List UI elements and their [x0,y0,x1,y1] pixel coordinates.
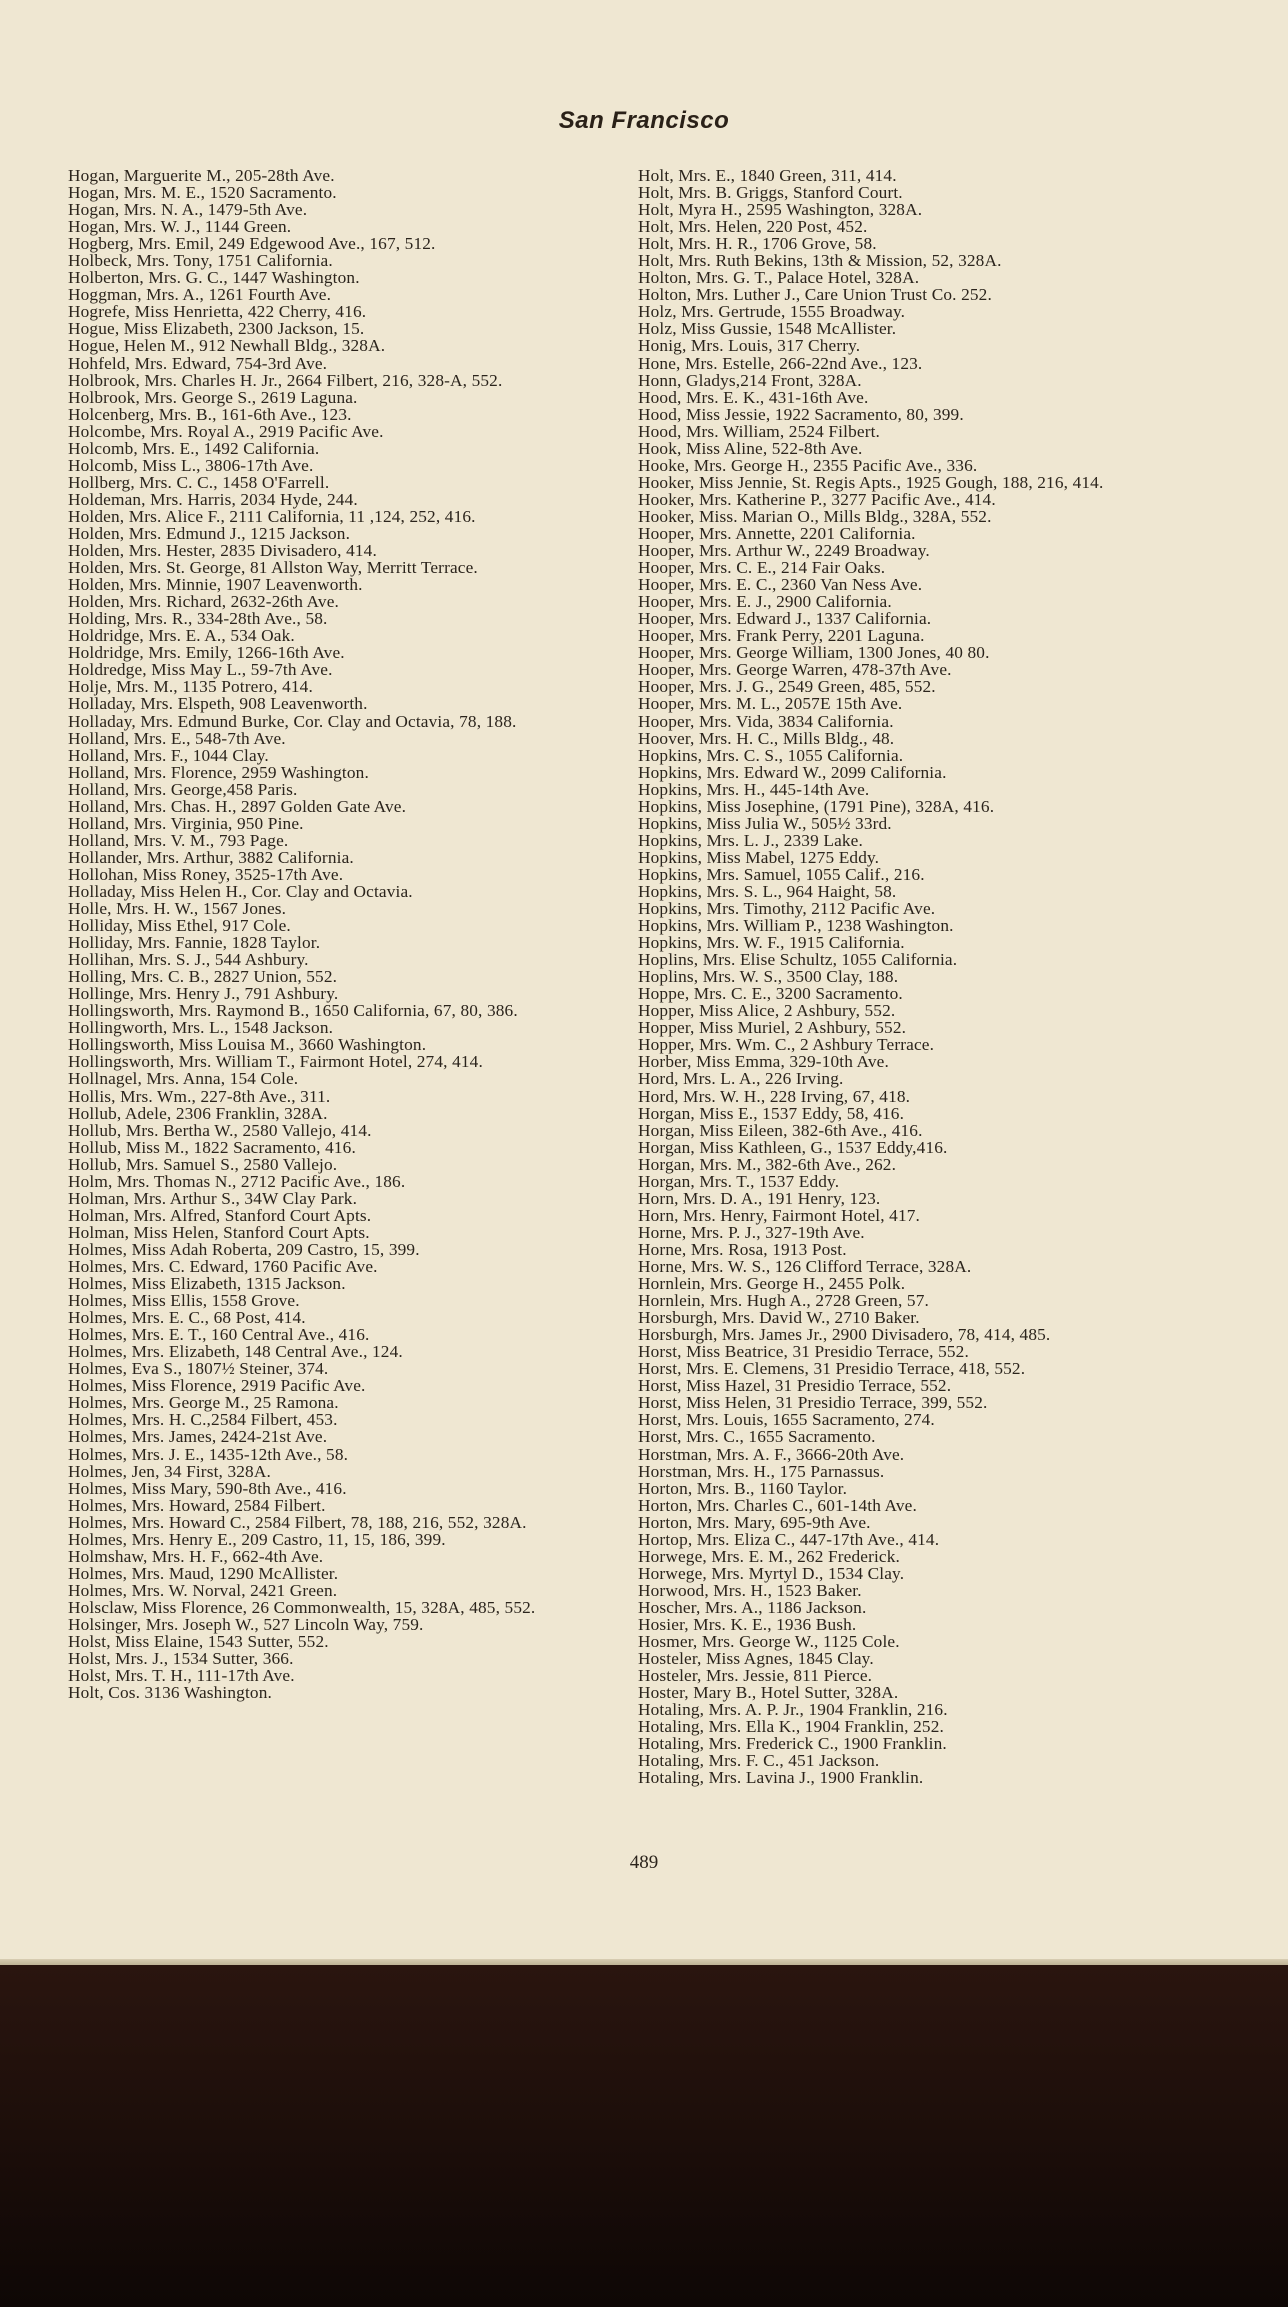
directory-entry: Hollub, Mrs. Bertha W., 2580 Vallejo, 414. [68,1120,372,1140]
directory-entry: Hooper, Mrs. J. G., 2549 Green, 485, 552. [638,677,936,697]
directory-entry: Hogue, Helen M., 912 Newhall Bldg., 328A. [68,336,386,356]
directory-entry: Holmes, Mrs. George M., 25 Ramona. [68,1393,339,1413]
directory-entry: Holling, Mrs. C. B., 2827 Union, 552. [68,967,338,987]
page-number: 489 [629,1852,659,1873]
directory-entry: Horn, Mrs. D. A., 191 Henry, 123. [638,1188,881,1208]
directory-entry: Hopkins, Miss Julia W., 505½ 33rd. [638,813,892,833]
directory-entry: Holdridge, Mrs. E. A., 534 Oak. [68,626,295,646]
directory-entry: Hotaling, Mrs. F. C., 451 Jackson. [638,1751,880,1771]
directory-entry: Holland, Mrs. Virginia, 950 Pine. [68,813,304,833]
directory-entry: Holmes, Mrs. Maud, 1290 McAllister. [68,1563,339,1583]
directory-entry: Hogue, Miss Elizabeth, 2300 Jackson, 15. [68,319,365,339]
directory-entry: Holz, Mrs. Gertrude, 1555 Broadway. [638,302,906,322]
left-column [68,167,608,1701]
directory-entry: Holmes, Miss Mary, 590-8th Ave., 416. [68,1478,347,1498]
directory-entry: Hollub, Adele, 2306 Franklin, 328A. [68,1103,328,1123]
directory-entry: Hoplins, Mrs. Elise Schultz, 1055 California. [638,950,958,970]
directory-entry: Hooper, Mrs. George Warren, 478-37th Ave. [638,660,952,680]
directory-entry: Holliday, Miss Ethel, 917 Cole. [68,916,291,936]
directory-entry: Horwood, Mrs. H., 1523 Baker. [638,1580,862,1600]
directory-entry: Holliday, Mrs. Fannie, 1828 Taylor. [68,933,321,953]
directory-entry: Hotaling, Mrs. Frederick C., 1900 Franklin. [638,1734,947,1754]
directory-entry: Holcomb, Miss L., 3806-17th Ave. [68,455,314,475]
right-column [638,167,1178,1786]
directory-entry: Hogan, Marguerite M., 205-28th Ave. [68,166,335,185]
directory-entry: Hollander, Mrs. Arthur, 3882 California. [68,847,354,867]
directory-entry: Hotaling, Mrs. A. P. Jr., 1904 Franklin, 216. [638,1700,948,1720]
directory-entry: Holton, Mrs. G. T., Palace Hotel, 328A. [638,268,920,288]
directory-entry: Holden, Mrs. Edmund J., 1215 Jackson. [68,523,351,543]
directory-entry: Horst, Mrs. Louis, 1655 Sacramento, 274. [638,1410,935,1430]
directory-entry: Holmes, Miss Adah Roberta, 209 Castro, 15, 399. [68,1239,420,1259]
directory-entry: Holbrook, Mrs. George S., 2619 Laguna. [68,387,358,407]
directory-entry: Holmes, Mrs. C. Edward, 1760 Pacific Ave. [68,1257,378,1276]
directory-entry: Horst, Miss Beatrice, 31 Presidio Terrace, 552. [638,1342,969,1362]
directory-entry: Horgan, Miss E., 1537 Eddy, 58, 416. [638,1103,905,1123]
directory-entry: Holt, Mrs. B. Griggs, Stanford Court. [638,183,903,203]
directory-entry: Holmes, Mrs. Howard, 2584 Filbert. [68,1495,326,1515]
directory-entry: Holbrook, Mrs. Charles H. Jr., 2664 Filbert, 216, 328-A, 552. [68,370,503,390]
directory-entry: Hollis, Mrs. Wm., 227-8th Ave., 311. [68,1086,331,1106]
directory-entry: Honig, Mrs. Louis, 317 Cherry. [638,336,861,356]
directory-entry: Holmes, Mrs. Henry E., 209 Castro, 11, 15, 186, 399. [68,1529,446,1549]
directory-entry: Holdridge, Mrs. Emily, 1266-16th Ave. [68,643,345,663]
directory-entry: Horn, Mrs. Henry, Fairmont Hotel, 417. [638,1205,921,1225]
directory-entry: Holt, Mrs. Helen, 220 Post, 452. [638,217,868,237]
directory-entry: Hood, Mrs. E. K., 431-16th Ave. [638,387,869,407]
directory-entry: Hord, Mrs. W. H., 228 Irving, 67, 418. [638,1086,911,1106]
directory-entry: Holmes, Mrs. Howard C., 2584 Filbert, 78, 188, 216, 552, 328A. [68,1512,527,1532]
directory-entry: Hone, Mrs. Estelle, 266-22nd Ave., 123. [638,353,923,373]
directory-entry: Hooper, Mrs. C. E., 214 Fair Oaks. [638,558,886,578]
directory-entry: Horstman, Mrs. A. F., 3666-20th Ave. [638,1444,905,1464]
directory-entry: Holst, Mrs. T. H., 111-17th Ave. [68,1666,295,1686]
directory-entry: Hopkins, Mrs. William P., 1238 Washington. [638,916,954,936]
directory-entry: Hooper, Mrs. Vida, 3834 California. [638,711,894,731]
directory-entry: Horsburgh, Mrs. James Jr., 2900 Divisadero, 78, 414, 485. [638,1325,1051,1345]
directory-entry: Hollingsworth, Mrs. Raymond B., 1650 California, 67, 80, 386. [68,1001,518,1021]
directory-entry: Holland, Mrs. E., 548-7th Ave. [68,728,286,748]
directory-entry: Hooper, Mrs. E. C., 2360 Van Ness Ave. [638,575,923,595]
directory-entry: Horber, Miss Emma, 329-10th Ave. [638,1052,889,1072]
directory-entry: Holcenberg, Mrs. B., 161-6th Ave., 123. [68,404,352,424]
directory-entry: Hopper, Miss Alice, 2 Ashbury, 552. [638,1001,896,1021]
directory-entry: Honn, Gladys,214 Front, 328A. [638,370,862,390]
directory-entry: Hooper, Mrs. Frank Perry, 2201 Laguna. [638,626,925,646]
directory-entry: Holland, Mrs. F., 1044 Clay. [68,745,269,765]
directory-entry: Holcombe, Mrs. Royal A., 2919 Pacific Ave. [68,421,384,441]
directory-entry: Horst, Miss Hazel, 31 Presidio Terrace, 552. [638,1376,952,1396]
directory-entry: Horgan, Miss Eileen, 382-6th Ave., 416. [638,1120,923,1140]
directory-entry: Hollnagel, Mrs. Anna, 154 Cole. [68,1069,299,1089]
directory-entry: Hogan, Mrs. M. E., 1520 Sacramento. [68,183,337,203]
directory-entry: Hosier, Mrs. K. E., 1936 Bush. [638,1614,857,1634]
directory-entry: Horst, Mrs. E. Clemens, 31 Presidio Terrace, 418, 552. [638,1359,1026,1379]
directory-entry: Hook, Miss Aline, 522-8th Ave. [638,438,863,458]
directory-entry: Holt, Mrs. E., 1840 Green, 311, 414. [638,166,897,185]
directory-entry: Hollingsworth, Miss Louisa M., 3660 Washington. [68,1035,427,1055]
directory-entry: Holdredge, Miss May L., 59-7th Ave. [68,660,333,680]
directory-entry: Hopkins, Mrs. S. L., 964 Haight, 58. [638,881,897,901]
directory-entry: Holman, Mrs. Alfred, Stanford Court Apts. [68,1205,372,1225]
directory-entry: Horwege, Mrs. Myrtyl D., 1534 Clay. [638,1563,905,1583]
directory-entry: Hooker, Miss Jennie, St. Regis Apts., 1925 Gough, 188, 216, 414. [638,472,1104,492]
directory-entry: Hosteler, Miss Agnes, 1845 Clay. [638,1649,874,1669]
directory-entry: Hopkins, Mrs. H., 445-14th Ave. [638,779,870,799]
directory-entry: Hogan, Mrs. N. A., 1479-5th Ave. [68,200,308,220]
directory-entry: Holmes, Mrs. Elizabeth, 148 Central Ave., 124. [68,1342,403,1362]
directory-entry: Hopkins, Mrs. Timothy, 2112 Pacific Ave. [638,899,936,919]
directory-entry: Hooper, Mrs. Arthur W., 2249 Broadway. [638,541,930,561]
directory-entry: Hogan, Mrs. W. J., 1144 Green. [68,217,292,237]
directory-entry: Hooper, Mrs. E. J., 2900 California. [638,592,892,612]
directory-entry: Hollberg, Mrs. C. C., 1458 O'Farrell. [68,472,330,492]
directory-entry: Horton, Mrs. Charles C., 601-14th Ave. [638,1495,917,1515]
directory-entry: Hollohan, Miss Roney, 3525-17th Ave. [68,864,344,884]
directory-entry: Hoppe, Mrs. C. E., 3200 Sacramento. [638,984,903,1004]
directory-entry: Holland, Mrs. V. M., 793 Page. [68,830,289,850]
directory-entry: Holland, Mrs. Florence, 2959 Washington. [68,762,369,782]
directory-entry: Hopkins, Mrs. C. S., 1055 California. [638,745,904,765]
directory-entry: Hoster, Mary B., Hotel Sutter, 328A. [638,1683,899,1703]
directory-entry: Hollingsworth, Mrs. William T., Fairmont Hotel, 274, 414. [68,1052,483,1072]
directory-entry: Hood, Miss Jessie, 1922 Sacramento, 80, 399. [638,404,964,424]
directory-entry: Hosmer, Mrs. George W., 1125 Cole. [638,1632,900,1652]
directory-entry: Hooker, Mrs. Katherine P., 3277 Pacific Ave., 414. [638,489,996,509]
directory-entry: Holden, Mrs. Richard, 2632-26th Ave. [68,592,339,612]
directory-entry: Holmes, Miss Ellis, 1558 Grove. [68,1291,300,1311]
directory-entry: Holladay, Miss Helen H., Cor. Clay and Octavia. [68,881,413,901]
directory-entry: Hollinge, Mrs. Henry J., 791 Ashbury. [68,984,339,1004]
directory-entry: Horgan, Mrs. M., 382-6th Ave., 262. [638,1154,897,1174]
directory-entry: Holdeman, Mrs. Harris, 2034 Hyde, 244. [68,489,358,509]
directory-entry: Horst, Miss Helen, 31 Presidio Terrace, 399, 552. [638,1393,988,1413]
directory-entry: Holmes, Miss Florence, 2919 Pacific Ave. [68,1376,366,1396]
directory-entry: Hopper, Miss Muriel, 2 Ashbury, 552. [638,1018,907,1038]
directory-entry: Hooper, Mrs. Edward J., 1337 California. [638,609,932,629]
directory-entry: Holden, Mrs. St. George, 81 Allston Way, Merritt Terrace. [68,558,478,578]
directory-entry: Holden, Mrs. Hester, 2835 Divisadero, 414. [68,541,377,561]
directory-entry: Hoplins, Mrs. W. S., 3500 Clay, 188. [638,967,899,987]
directory-entry: Hopkins, Mrs. Samuel, 1055 Calif., 216. [638,864,925,884]
directory-entry: Holmes, Mrs. E. C., 68 Post, 414. [68,1308,306,1328]
directory-entry: Horne, Mrs. P. J., 327-19th Ave. [638,1222,865,1242]
directory-entry: Hoscher, Mrs. A., 1186 Jackson. [638,1597,867,1617]
directory-entry: Holsclaw, Miss Florence, 26 Commonwealth, 15, 328A, 485, 552. [68,1597,536,1617]
directory-entry: Holsinger, Mrs. Joseph W., 527 Lincoln Way, 759. [68,1614,424,1634]
directory-entry: Holland, Mrs. Chas. H., 2897 Golden Gate Ave. [68,796,407,816]
directory-entry: Holt, Mrs. H. R., 1706 Grove, 58. [638,234,877,254]
directory-entry: Hotaling, Mrs. Lavina J., 1900 Franklin. [638,1768,924,1788]
page-title: San Francisco [558,107,730,134]
directory-entry: Hooke, Mrs. George H., 2355 Pacific Ave., 336. [638,455,978,475]
directory-entry: Holmes, Eva S., 1807½ Steiner, 374. [68,1359,329,1379]
directory-entry: Holmes, Mrs. W. Norval, 2421 Green. [68,1580,338,1600]
directory-entry: Hollub, Miss M., 1822 Sacramento, 416. [68,1137,356,1157]
directory-entry: Holladay, Mrs. Edmund Burke, Cor. Clay and Octavia, 78, 188. [68,711,517,731]
directory-entry: Hortop, Mrs. Eliza C., 447-17th Ave., 414. [638,1529,940,1549]
directory-entry: Holbeck, Mrs. Tony, 1751 California. [68,251,333,271]
directory-entry: Hopkins, Miss Josephine, (1791 Pine), 328A, 416. [638,796,995,816]
directory-entry: Holz, Miss Gussie, 1548 McAllister. [638,319,897,339]
directory-entry: Hopkins, Mrs. W. F., 1915 California. [638,933,905,953]
directory-entry: Holmes, Mrs. H. C.,2584 Filbert, 453. [68,1410,338,1430]
directory-entry: Horton, Mrs. B., 1160 Taylor. [638,1478,848,1498]
directory-entry: Horstman, Mrs. H., 175 Parnassus. [638,1461,885,1481]
directory-entry: Hoggman, Mrs. A., 1261 Fourth Ave. [68,285,332,305]
directory-entry: Hollihan, Mrs. S. J., 544 Ashbury. [68,950,309,970]
directory-entry: Holding, Mrs. R., 334-28th Ave., 58. [68,609,328,629]
directory-entry: Hogrefe, Miss Henrietta, 422 Cherry, 416. [68,302,367,322]
directory-entry: Horgan, Miss Kathleen, G., 1537 Eddy,416. [638,1137,948,1157]
directory-entry: Holmshaw, Mrs. H. F., 662-4th Ave. [68,1546,324,1566]
directory-entry: Hohfeld, Mrs. Edward, 754-3rd Ave. [68,353,328,373]
directory-entry: Holst, Mrs. J., 1534 Sutter, 366. [68,1649,294,1669]
directory-entry: Holm, Mrs. Thomas N., 2712 Pacific Ave., 186. [68,1171,406,1191]
directory-entry: Holcomb, Mrs. E., 1492 California. [68,438,320,458]
directory-entry: Hotaling, Mrs. Ella K., 1904 Franklin, 252. [638,1717,944,1737]
directory-entry: Holmes, Mrs. James, 2424-21st Ave. [68,1427,328,1447]
directory-entry: Holmes, Miss Elizabeth, 1315 Jackson. [68,1274,346,1294]
directory-entry: Hollub, Mrs. Samuel S., 2580 Vallejo. [68,1154,338,1174]
directory-entry: Hopkins, Mrs. L. J., 2339 Lake. [638,830,863,850]
directory-entry: Hogberg, Mrs. Emil, 249 Edgewood Ave., 167, 512. [68,234,436,254]
directory-entry: Hord, Mrs. L. A., 226 Irving. [638,1069,844,1089]
directory-entry: Holle, Mrs. H. W., 1567 Jones. [68,899,287,919]
directory-entry: Hollingworth, Mrs. L., 1548 Jackson. [68,1018,334,1038]
directory-entry: Holman, Mrs. Arthur S., 34W Clay Park. [68,1188,358,1208]
directory-entry: Horwege, Mrs. E. M., 262 Frederick. [638,1546,901,1566]
directory-entry: Holden, Mrs. Alice F., 2111 California, 11 ,124, 252, 416. [68,506,476,526]
directory-entry: Horsburgh, Mrs. David W., 2710 Baker. [638,1308,920,1328]
directory-entry: Holland, Mrs. George,458 Paris. [68,779,298,799]
directory-entry: Hooker, Miss. Marian O., Mills Bldg., 328A, 552. [638,506,992,526]
directory-entry: Holberton, Mrs. G. C., 1447 Washington. [68,268,360,288]
directory-entry: Holst, Miss Elaine, 1543 Sutter, 552. [68,1632,329,1652]
directory-entry: Holman, Miss Helen, Stanford Court Apts. [68,1222,370,1242]
directory-entry: Hopkins, Miss Mabel, 1275 Eddy. [638,847,880,867]
directory-entry: Hopper, Mrs. Wm. C., 2 Ashbury Terrace. [638,1035,935,1055]
directory-entry: Holt, Mrs. Ruth Bekins, 13th & Mission, 52, 328A. [638,251,1002,271]
directory-entry: Holladay, Mrs. Elspeth, 908 Leavenworth. [68,694,368,714]
directory-entry: Horne, Mrs. W. S., 126 Clifford Terrace, 328A. [638,1257,972,1276]
directory-entry: Holje, Mrs. M., 1135 Potrero, 414. [68,677,313,697]
directory-entry: Holden, Mrs. Minnie, 1907 Leavenworth. [68,575,363,595]
directory-entry: Holmes, Mrs. J. E., 1435-12th Ave., 58. [68,1444,349,1464]
directory-entry: Hornlein, Mrs. George H., 2455 Polk. [638,1274,906,1294]
directory-entry: Hosteler, Mrs. Jessie, 811 Pierce. [638,1666,873,1686]
directory-entry: Hornlein, Mrs. Hugh A., 2728 Green, 57. [638,1291,929,1311]
directory-entry: Holt, Myra H., 2595 Washington, 328A. [638,200,923,220]
directory-entry: Hooper, Mrs. George William, 1300 Jones, 40 80. [638,643,990,663]
directory-entry: Horgan, Mrs. T., 1537 Eddy. [638,1171,840,1191]
dark-background [0,1965,1288,2307]
directory-entry: Horton, Mrs. Mary, 695-9th Ave. [638,1512,871,1532]
directory-entry: Hopkins, Mrs. Edward W., 2099 California. [638,762,947,782]
directory-entry: Holt, Cos. 3136 Washington. [68,1683,272,1703]
directory-entry: Holton, Mrs. Luther J., Care Union Trust Co. 252. [638,285,992,305]
directory-entry: Hoover, Mrs. H. C., Mills Bldg., 48. [638,728,895,748]
directory-entry: Holmes, Jen, 34 First, 328A. [68,1461,271,1481]
directory-entry: Hooper, Mrs. Annette, 2201 California. [638,523,916,543]
directory-entry: Holmes, Mrs. E. T., 160 Central Ave., 416. [68,1325,370,1345]
directory-entry: Horne, Mrs. Rosa, 1913 Post. [638,1239,847,1259]
directory-entry: Hooper, Mrs. M. L., 2057E 15th Ave. [638,694,903,714]
directory-entry: Hood, Mrs. William, 2524 Filbert. [638,421,881,441]
directory-entry: Horst, Mrs. C., 1655 Sacramento. [638,1427,876,1447]
